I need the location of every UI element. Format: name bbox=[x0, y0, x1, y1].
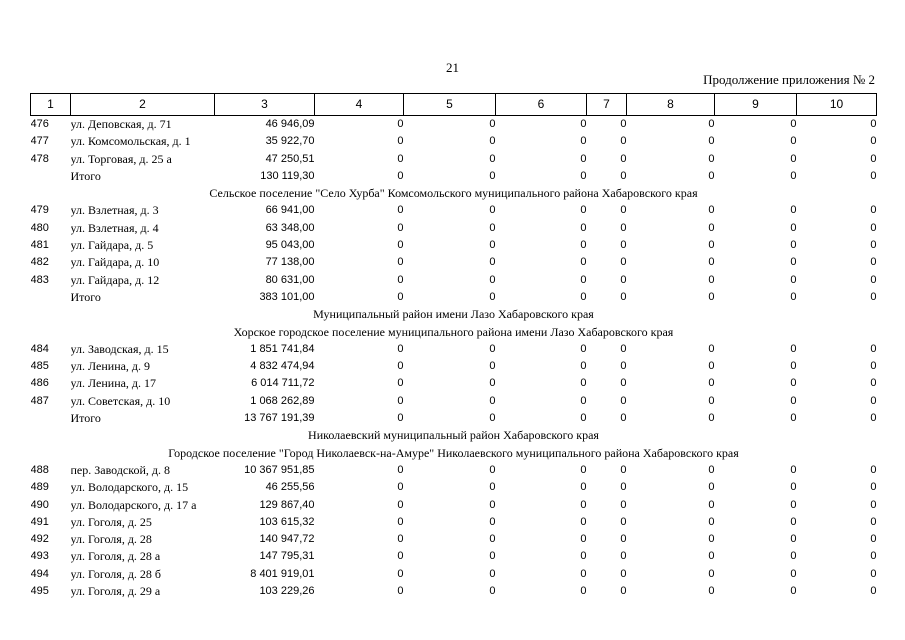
row-number: 494 bbox=[30, 567, 49, 580]
value-cell: 0 bbox=[397, 412, 404, 425]
table-row bbox=[31, 393, 877, 410]
value-cell: 0 bbox=[489, 204, 496, 217]
value-cell: 0 bbox=[580, 394, 587, 407]
value-cell: 0 bbox=[870, 498, 877, 511]
value-cell: 0 bbox=[790, 394, 797, 407]
value-cell: 0 bbox=[489, 585, 496, 598]
total-amount-cell: 95 043,00 bbox=[265, 239, 315, 252]
address-cell: пер. Заводской, д. 8 bbox=[70, 462, 171, 477]
value-cell: 0 bbox=[489, 463, 496, 476]
row-number: 483 bbox=[30, 273, 49, 286]
value-cell: 0 bbox=[580, 169, 587, 182]
row-number: 488 bbox=[30, 463, 49, 476]
value-cell: 0 bbox=[708, 152, 715, 165]
value-cell: 0 bbox=[489, 169, 496, 182]
value-cell: 0 bbox=[790, 377, 797, 390]
value-cell: 0 bbox=[489, 152, 496, 165]
value-cell: 0 bbox=[708, 567, 715, 580]
value-cell: 0 bbox=[790, 360, 797, 373]
value-cell: 0 bbox=[790, 412, 797, 425]
value-cell: 0 bbox=[620, 273, 627, 286]
address-cell: ул. Володарского, д. 15 bbox=[70, 480, 189, 495]
value-cell: 0 bbox=[790, 585, 797, 598]
table-body bbox=[31, 116, 877, 601]
value-cell: 0 bbox=[397, 377, 404, 390]
value-cell: 0 bbox=[790, 169, 797, 182]
value-cell: 0 bbox=[489, 515, 496, 528]
column-header: 2 bbox=[71, 94, 215, 116]
value-cell: 0 bbox=[790, 221, 797, 234]
total-amount-cell: 63 348,00 bbox=[265, 221, 315, 234]
section-heading: Николаевский муниципальный район Хабаровского края bbox=[308, 428, 599, 443]
address-cell: ул. Торговая, д. 25 а bbox=[70, 151, 172, 166]
total-amount-cell: 147 795,31 bbox=[259, 550, 315, 563]
address-cell: ул. Деповская, д. 71 bbox=[70, 117, 172, 131]
column-header: 6 bbox=[496, 94, 587, 116]
address-cell: ул. Гайдара, д. 12 bbox=[70, 272, 160, 287]
value-cell: 0 bbox=[708, 290, 715, 303]
total-amount-cell: 77 138,00 bbox=[265, 256, 315, 269]
row-number: 484 bbox=[30, 342, 49, 355]
section-heading-row bbox=[31, 306, 877, 323]
value-cell: 0 bbox=[397, 550, 404, 563]
value-cell: 0 bbox=[620, 377, 627, 390]
subtotal-row bbox=[31, 410, 877, 427]
row-number bbox=[31, 410, 71, 427]
total-amount-cell: 4 832 474,94 bbox=[250, 360, 315, 373]
value-cell: 0 bbox=[580, 377, 587, 390]
total-amount-cell: 1 068 262,89 bbox=[250, 394, 315, 407]
value-cell: 0 bbox=[620, 567, 627, 580]
section-heading-row bbox=[31, 445, 877, 462]
value-cell: 0 bbox=[708, 256, 715, 269]
address-cell: ул. Ленина, д. 9 bbox=[70, 359, 151, 374]
value-cell: 0 bbox=[708, 550, 715, 563]
address-cell: Итого bbox=[70, 168, 101, 183]
value-cell: 0 bbox=[870, 515, 877, 528]
value-cell: 0 bbox=[790, 463, 797, 476]
value-cell: 0 bbox=[397, 135, 404, 148]
total-amount-cell: 140 947,72 bbox=[259, 533, 315, 546]
table-row bbox=[31, 548, 877, 565]
section-heading-row bbox=[31, 185, 877, 202]
column-header: 1 bbox=[31, 94, 71, 116]
value-cell: 0 bbox=[580, 118, 587, 130]
row-number bbox=[31, 289, 71, 306]
value-cell: 0 bbox=[620, 118, 627, 130]
value-cell: 0 bbox=[620, 550, 627, 563]
total-amount-cell: 383 101,00 bbox=[259, 290, 315, 303]
total-amount-cell: 103 615,32 bbox=[259, 515, 315, 528]
total-amount-cell: 35 922,70 bbox=[265, 135, 315, 148]
total-amount-cell: 46 255,56 bbox=[265, 481, 315, 494]
table-row bbox=[31, 462, 877, 479]
section-heading-row bbox=[31, 427, 877, 444]
value-cell: 0 bbox=[708, 135, 715, 148]
value-cell: 0 bbox=[620, 463, 627, 476]
value-cell: 0 bbox=[708, 463, 715, 476]
column-header: 9 bbox=[715, 94, 797, 116]
total-amount-cell: 103 229,26 bbox=[259, 585, 315, 598]
value-cell: 0 bbox=[870, 152, 877, 165]
address-cell: Итого bbox=[70, 411, 101, 426]
table-row bbox=[31, 497, 877, 514]
value-cell: 0 bbox=[870, 481, 877, 494]
row-number: 478 bbox=[30, 152, 49, 165]
value-cell: 0 bbox=[397, 239, 404, 252]
value-cell: 0 bbox=[397, 481, 404, 494]
value-cell: 0 bbox=[620, 169, 627, 182]
value-cell: 0 bbox=[620, 135, 627, 148]
value-cell: 0 bbox=[870, 463, 877, 476]
value-cell: 0 bbox=[580, 463, 587, 476]
column-header: 8 bbox=[627, 94, 715, 116]
column-header: 3 bbox=[215, 94, 315, 116]
value-cell: 0 bbox=[620, 204, 627, 217]
value-cell: 0 bbox=[397, 463, 404, 476]
value-cell: 0 bbox=[870, 533, 877, 546]
value-cell: 0 bbox=[397, 221, 404, 234]
value-cell: 0 bbox=[790, 204, 797, 217]
address-cell: ул. Взлетная, д. 4 bbox=[70, 220, 159, 235]
section-heading: Хорское городское поселение муниципального района имени Лазо Хабаровского края bbox=[233, 324, 674, 339]
value-cell: 0 bbox=[489, 256, 496, 269]
table-row bbox=[31, 202, 877, 219]
value-cell: 0 bbox=[489, 273, 496, 286]
value-cell: 0 bbox=[870, 394, 877, 407]
value-cell: 0 bbox=[580, 273, 587, 286]
address-cell: ул. Володарского, д. 17 а bbox=[70, 497, 197, 512]
value-cell: 0 bbox=[708, 342, 715, 355]
value-cell: 0 bbox=[489, 550, 496, 563]
value-cell: 0 bbox=[397, 515, 404, 528]
value-cell: 0 bbox=[397, 533, 404, 546]
value-cell: 0 bbox=[870, 169, 877, 182]
value-cell: 0 bbox=[580, 550, 587, 563]
address-cell: ул. Гоголя, д. 25 bbox=[70, 514, 152, 529]
value-cell: 0 bbox=[580, 481, 587, 494]
value-cell: 0 bbox=[489, 498, 496, 511]
total-amount-cell: 8 401 919,01 bbox=[250, 567, 315, 580]
subtotal-row bbox=[31, 168, 877, 185]
table-row bbox=[31, 566, 877, 583]
value-cell: 0 bbox=[620, 481, 627, 494]
subtotal-row bbox=[31, 289, 877, 306]
value-cell: 0 bbox=[620, 221, 627, 234]
value-cell: 0 bbox=[708, 221, 715, 234]
value-cell: 0 bbox=[790, 118, 797, 130]
value-cell: 0 bbox=[790, 342, 797, 355]
value-cell: 0 bbox=[870, 118, 877, 130]
value-cell: 0 bbox=[580, 342, 587, 355]
row-number: 477 bbox=[30, 135, 49, 148]
value-cell: 0 bbox=[708, 498, 715, 511]
address-cell: ул. Гайдара, д. 5 bbox=[70, 238, 154, 253]
value-cell: 0 bbox=[790, 256, 797, 269]
value-cell: 0 bbox=[489, 412, 496, 425]
row-number: 480 bbox=[30, 221, 49, 234]
value-cell: 0 bbox=[489, 118, 496, 130]
value-cell: 0 bbox=[708, 394, 715, 407]
address-cell: ул. Гоголя, д. 28 б bbox=[70, 566, 162, 581]
value-cell: 0 bbox=[790, 481, 797, 494]
address-cell: ул. Советская, д. 10 bbox=[70, 393, 171, 408]
total-amount-cell: 66 941,00 bbox=[265, 204, 315, 217]
value-cell: 0 bbox=[397, 498, 404, 511]
row-number: 491 bbox=[30, 515, 49, 528]
value-cell: 0 bbox=[708, 239, 715, 252]
row-number: 490 bbox=[30, 498, 49, 511]
value-cell: 0 bbox=[489, 481, 496, 494]
value-cell: 0 bbox=[870, 221, 877, 234]
table-row bbox=[31, 358, 877, 375]
value-cell: 0 bbox=[870, 239, 877, 252]
value-cell: 0 bbox=[708, 169, 715, 182]
section-heading: Городское поселение "Город Николаевск-на-Амуре" Николаевского муниципального района Хабаровского края bbox=[168, 445, 739, 460]
value-cell: 0 bbox=[580, 239, 587, 252]
value-cell: 0 bbox=[580, 533, 587, 546]
value-cell: 0 bbox=[620, 360, 627, 373]
value-cell: 0 bbox=[397, 360, 404, 373]
table-row bbox=[31, 514, 877, 531]
total-amount-cell: 13 767 191,39 bbox=[244, 412, 315, 425]
table-row bbox=[31, 133, 877, 150]
value-cell: 0 bbox=[870, 290, 877, 303]
value-cell: 0 bbox=[580, 585, 587, 598]
row-number: 479 bbox=[30, 204, 49, 217]
value-cell: 0 bbox=[708, 273, 715, 286]
address-cell: Итого bbox=[70, 289, 101, 304]
address-cell: ул. Комсомольская, д. 1 bbox=[70, 134, 191, 149]
value-cell: 0 bbox=[620, 515, 627, 528]
value-cell: 0 bbox=[790, 273, 797, 286]
value-cell: 0 bbox=[790, 515, 797, 528]
table-row bbox=[31, 375, 877, 392]
total-amount-cell: 80 631,00 bbox=[265, 273, 315, 286]
row-number: 489 bbox=[30, 481, 49, 494]
column-header: 5 bbox=[404, 94, 496, 116]
table-row bbox=[31, 272, 877, 289]
total-amount-cell: 6 014 711,72 bbox=[251, 377, 315, 390]
value-cell: 0 bbox=[620, 533, 627, 546]
value-cell: 0 bbox=[620, 498, 627, 511]
row-number: 493 bbox=[30, 550, 49, 563]
address-cell: ул. Гоголя, д. 29 а bbox=[70, 584, 161, 599]
value-cell: 0 bbox=[708, 585, 715, 598]
value-cell: 0 bbox=[489, 290, 496, 303]
table-row bbox=[31, 583, 877, 600]
section-heading: Муниципальный район имени Лазо Хабаровского края bbox=[313, 307, 594, 322]
total-amount-cell: 130 119,30 bbox=[260, 169, 315, 182]
row-number bbox=[31, 168, 71, 185]
value-cell: 0 bbox=[580, 567, 587, 580]
value-cell: 0 bbox=[870, 273, 877, 286]
value-cell: 0 bbox=[870, 342, 877, 355]
value-cell: 0 bbox=[620, 342, 627, 355]
value-cell: 0 bbox=[489, 533, 496, 546]
value-cell: 0 bbox=[580, 515, 587, 528]
address-cell: ул. Заводская, д. 15 bbox=[70, 341, 169, 356]
value-cell: 0 bbox=[620, 394, 627, 407]
value-cell: 0 bbox=[790, 550, 797, 563]
value-cell: 0 bbox=[397, 118, 404, 130]
value-cell: 0 bbox=[397, 342, 404, 355]
value-cell: 0 bbox=[489, 377, 496, 390]
page-number: 21 bbox=[446, 60, 459, 75]
address-cell: ул. Гоголя, д. 28 а bbox=[70, 549, 161, 564]
value-cell: 0 bbox=[580, 412, 587, 425]
table-row bbox=[31, 254, 877, 271]
value-cell: 0 bbox=[620, 412, 627, 425]
value-cell: 0 bbox=[397, 256, 404, 269]
value-cell: 0 bbox=[580, 221, 587, 234]
value-cell: 0 bbox=[620, 239, 627, 252]
value-cell: 0 bbox=[870, 567, 877, 580]
value-cell: 0 bbox=[580, 135, 587, 148]
value-cell: 0 bbox=[870, 360, 877, 373]
row-number: 495 bbox=[30, 585, 49, 598]
value-cell: 0 bbox=[790, 239, 797, 252]
value-cell: 0 bbox=[489, 394, 496, 407]
table-row bbox=[31, 341, 877, 358]
value-cell: 0 bbox=[708, 533, 715, 546]
row-number: 476 bbox=[30, 118, 49, 130]
value-cell: 0 bbox=[870, 256, 877, 269]
table-row bbox=[31, 151, 877, 168]
address-cell: ул. Взлетная, д. 3 bbox=[70, 203, 159, 218]
section-heading: Сельское поселение "Село Хурба" Комсомольского муниципального района Хабаровского края bbox=[209, 186, 698, 201]
value-cell: 0 bbox=[620, 152, 627, 165]
value-cell: 0 bbox=[580, 498, 587, 511]
total-amount-cell: 129 867,40 bbox=[259, 498, 315, 511]
table-row bbox=[31, 220, 877, 237]
value-cell: 0 bbox=[397, 585, 404, 598]
row-number: 482 bbox=[30, 256, 49, 269]
value-cell: 0 bbox=[708, 515, 715, 528]
value-cell: 0 bbox=[620, 256, 627, 269]
value-cell: 0 bbox=[708, 481, 715, 494]
row-number: 486 bbox=[30, 377, 49, 390]
value-cell: 0 bbox=[790, 498, 797, 511]
value-cell: 0 bbox=[580, 152, 587, 165]
address-cell: ул. Гоголя, д. 28 bbox=[70, 532, 152, 547]
value-cell: 0 bbox=[397, 169, 404, 182]
table-row bbox=[31, 531, 877, 548]
address-cell: ул. Гайдара, д. 10 bbox=[70, 255, 160, 270]
value-cell: 0 bbox=[790, 152, 797, 165]
value-cell: 0 bbox=[489, 221, 496, 234]
column-header: 4 bbox=[315, 94, 404, 116]
column-header: 10 bbox=[797, 94, 877, 116]
value-cell: 0 bbox=[790, 567, 797, 580]
table-row bbox=[31, 237, 877, 254]
value-cell: 0 bbox=[489, 239, 496, 252]
value-cell: 0 bbox=[580, 290, 587, 303]
value-cell: 0 bbox=[397, 290, 404, 303]
value-cell: 0 bbox=[489, 135, 496, 148]
value-cell: 0 bbox=[870, 204, 877, 217]
value-cell: 0 bbox=[790, 290, 797, 303]
total-amount-cell: 1 851 741,84 bbox=[250, 342, 315, 355]
value-cell: 0 bbox=[870, 550, 877, 563]
row-number: 487 bbox=[30, 394, 49, 407]
value-cell: 0 bbox=[397, 204, 404, 217]
value-cell: 0 bbox=[708, 412, 715, 425]
value-cell: 0 bbox=[489, 360, 496, 373]
appendix-table bbox=[30, 93, 877, 600]
value-cell: 0 bbox=[620, 585, 627, 598]
value-cell: 0 bbox=[708, 204, 715, 217]
value-cell: 0 bbox=[580, 204, 587, 217]
value-cell: 0 bbox=[708, 377, 715, 390]
value-cell: 0 bbox=[870, 412, 877, 425]
value-cell: 0 bbox=[790, 135, 797, 148]
table-header-row bbox=[31, 94, 877, 116]
value-cell: 0 bbox=[489, 567, 496, 580]
value-cell: 0 bbox=[397, 152, 404, 165]
total-amount-cell: 10 367 951,85 bbox=[244, 463, 315, 476]
row-number: 481 bbox=[30, 239, 49, 252]
value-cell: 0 bbox=[870, 135, 877, 148]
row-number: 492 bbox=[30, 533, 49, 546]
column-header: 7 bbox=[587, 94, 627, 116]
value-cell: 0 bbox=[708, 360, 715, 373]
value-cell: 0 bbox=[790, 533, 797, 546]
value-cell: 0 bbox=[397, 394, 404, 407]
value-cell: 0 bbox=[708, 118, 715, 130]
value-cell: 0 bbox=[870, 585, 877, 598]
value-cell: 0 bbox=[870, 377, 877, 390]
total-amount-cell: 46 946,09 bbox=[265, 118, 315, 130]
table-row bbox=[31, 116, 877, 134]
value-cell: 0 bbox=[397, 567, 404, 580]
address-cell: ул. Ленина, д. 17 bbox=[70, 376, 157, 391]
value-cell: 0 bbox=[580, 360, 587, 373]
value-cell: 0 bbox=[620, 290, 627, 303]
value-cell: 0 bbox=[397, 273, 404, 286]
row-number: 485 bbox=[30, 360, 49, 373]
value-cell: 0 bbox=[489, 342, 496, 355]
appendix-continuation-note: Продолжение приложения № 2 bbox=[703, 72, 875, 87]
table-row bbox=[31, 479, 877, 496]
section-heading-row bbox=[31, 324, 877, 341]
total-amount-cell: 47 250,51 bbox=[265, 152, 315, 165]
value-cell: 0 bbox=[580, 256, 587, 269]
